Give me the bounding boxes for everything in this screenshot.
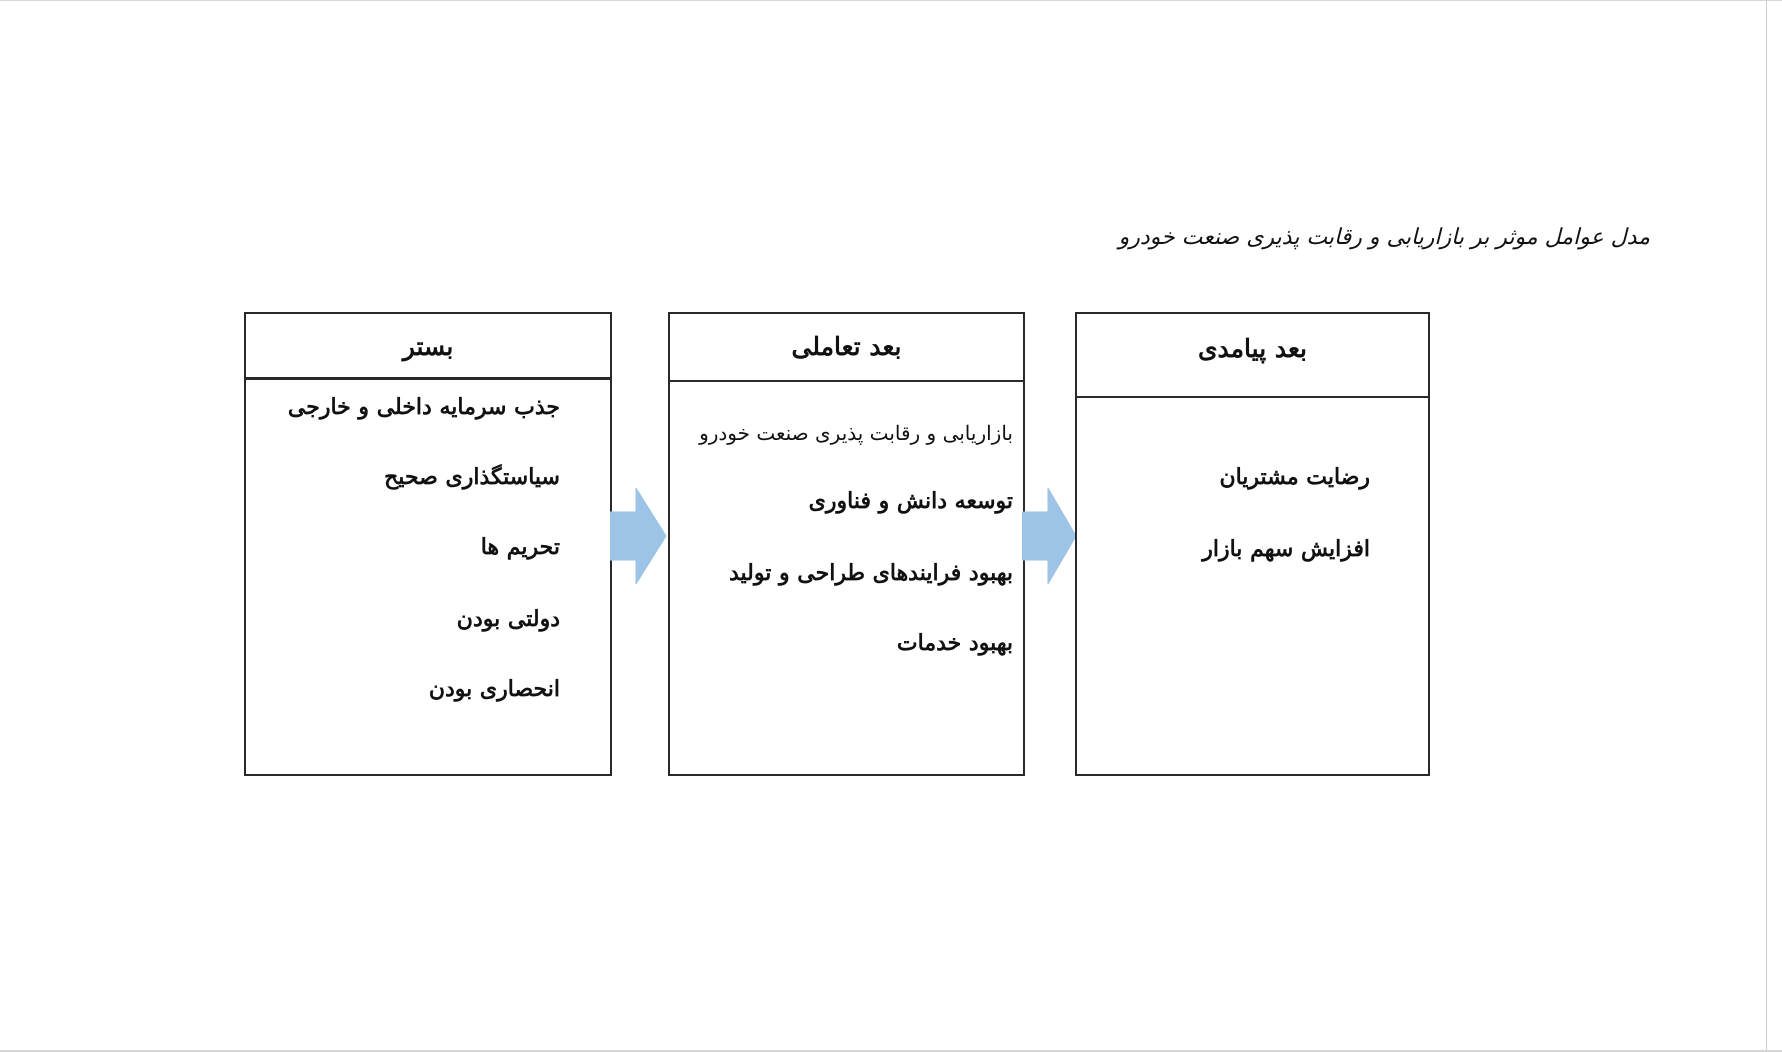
context-item: سیاستگذاری صحیح <box>384 464 560 490</box>
interaction-item: بهبود فرایندهای طراحی و تولید <box>728 560 1013 586</box>
block-arrow-right-icon <box>610 488 668 584</box>
interaction-item: بازاریابی و رقابت پذیری صنعت خودرو <box>699 421 1013 445</box>
page-right-rule <box>1766 0 1767 1052</box>
context-item: جذب سرمایه داخلی و خارجی <box>287 394 560 420</box>
interaction-box <box>668 312 1025 776</box>
context-item: دولتی بودن <box>456 606 560 632</box>
outcome-item: رضایت مشتریان <box>1219 464 1370 490</box>
outcome-box <box>1075 312 1430 776</box>
interaction-item: توسعه دانش و فناوری <box>808 488 1013 514</box>
context-box-title: بستر <box>402 332 454 361</box>
interaction-item: بهبود خدمات <box>896 630 1013 656</box>
context-box <box>244 312 612 776</box>
arrow-2-shape <box>1022 488 1076 584</box>
interaction-box-header <box>670 314 1023 382</box>
figure-caption: مدل عوامل موثر بر بازاریابی و رقابت پذیری صنعت خودرو <box>1118 225 1650 250</box>
arrow-1-shape <box>610 488 666 584</box>
outcome-box-header <box>1077 314 1428 398</box>
outcome-box-title: بعد پیامدی <box>1197 334 1308 363</box>
context-item: انحصاری بودن <box>428 676 560 702</box>
page-top-rule <box>0 0 1782 1</box>
outcome-item: افزایش سهم بازار <box>1202 536 1370 562</box>
context-item: تحریم ها <box>480 534 560 560</box>
interaction-box-title: بعد تعاملی <box>791 332 902 361</box>
context-box-header <box>246 314 610 380</box>
block-arrow-right-icon <box>1022 488 1078 584</box>
